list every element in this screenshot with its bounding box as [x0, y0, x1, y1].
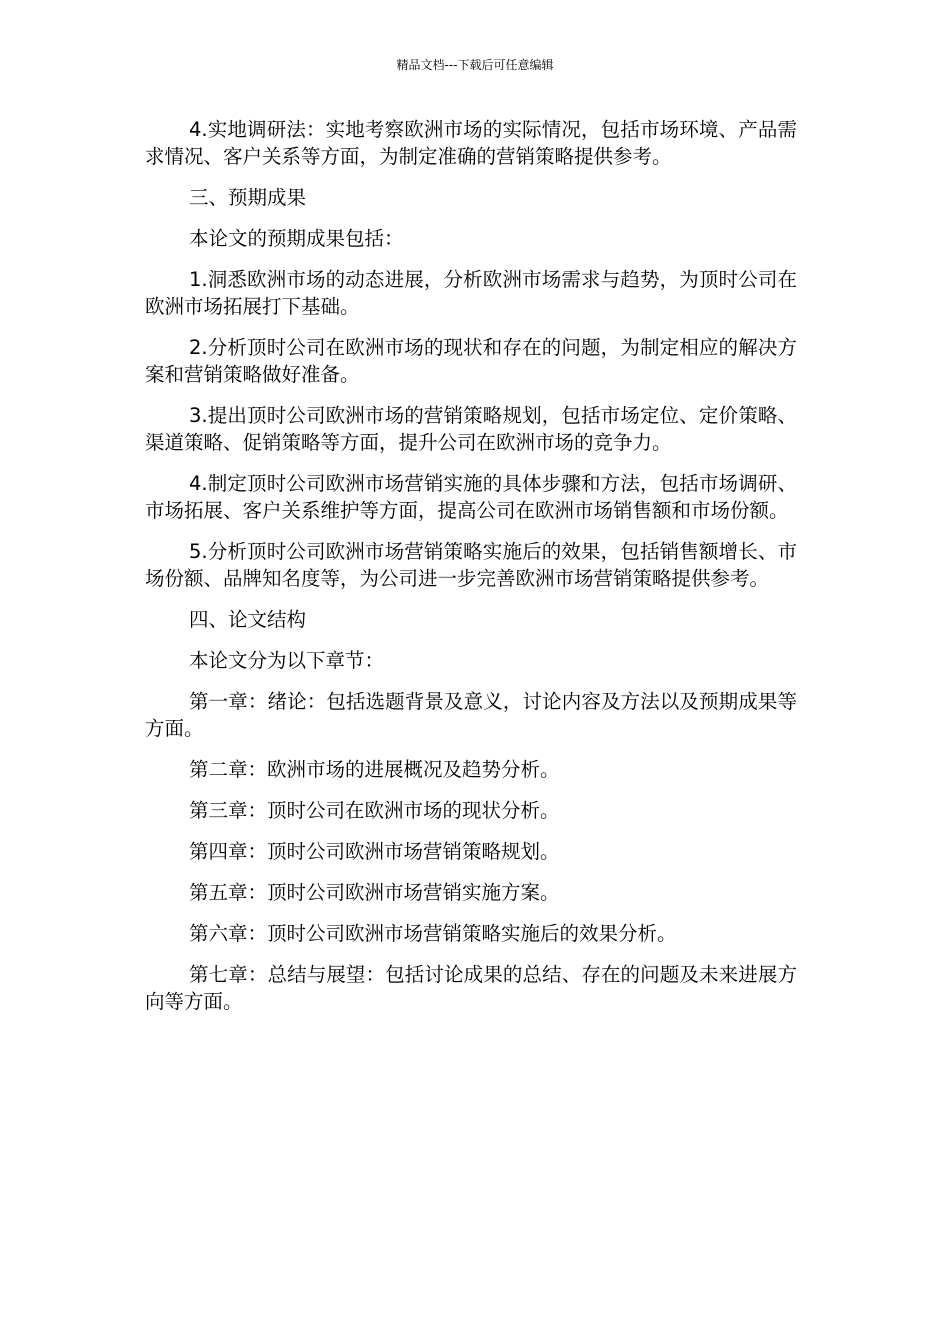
chapter-1: 第一章：绪论：包括选题背景及意义，讨论内容及方法以及预期成果等方面。	[145, 690, 797, 740]
paragraph-structure-intro: 本论文分为以下章节：	[189, 649, 385, 672]
page-header: 精品文档---下载后可任意编辑	[396, 58, 554, 72]
paragraph-results-intro: 本论文的预期成果包括：	[189, 227, 404, 250]
document-body	[145, 116, 797, 1029]
chapter-4: 第四章：顶时公司欧洲市场营销策略规划。	[189, 840, 560, 863]
chapter-3: 第三章：顶时公司在欧洲市场的现状分析。	[189, 799, 560, 822]
paragraph-result-4: 4.制定顶时公司欧洲市场营销实施的具体步骤和方法，包括市场调研、市场拓展、客户关系维护等方面，提高公司在欧洲市场销售额和市场份额。	[145, 472, 797, 522]
paragraph-result-2: 2.分析顶时公司在欧洲市场的现状和存在的问题，为制定相应的解决方案和营销策略做好准备。	[145, 336, 797, 386]
paragraph-result-3: 3.提出顶时公司欧洲市场的营销策略规划，包括市场定位、定价策略、渠道策略、促销策略等方面，提升公司在欧洲市场的竞争力。	[145, 404, 797, 454]
section-heading-structure: 四、论文结构	[189, 608, 307, 631]
section-heading-expected-results: 三、预期成果	[189, 186, 307, 209]
paragraph-method-4: 4.实地调研法：实地考察欧洲市场的实际情况，包括市场环境、产品需求情况、客户关系等方面，为制定准确的营销策略提供参考。	[145, 118, 797, 168]
paragraph-result-5: 5.分析顶时公司欧洲市场营销策略实施后的效果，包括销售额增长、市场份额、品牌知名度等，为公司进一步完善欧洲市场营销策略提供参考。	[145, 540, 797, 590]
chapter-2: 第二章：欧洲市场的进展概况及趋势分析。	[189, 758, 560, 781]
chapter-7: 第七章：总结与展望：包括讨论成果的总结、存在的问题及未来进展方向等方面。	[145, 963, 797, 1013]
chapter-5: 第五章：顶时公司欧洲市场营销实施方案。	[189, 881, 560, 904]
chapter-6: 第六章：顶时公司欧洲市场营销策略实施后的效果分析。	[189, 922, 677, 945]
paragraph-result-1: 1.洞悉欧洲市场的动态进展，分析欧洲市场需求与趋势，为顶时公司在欧洲市场拓展打下基础。	[145, 268, 797, 318]
